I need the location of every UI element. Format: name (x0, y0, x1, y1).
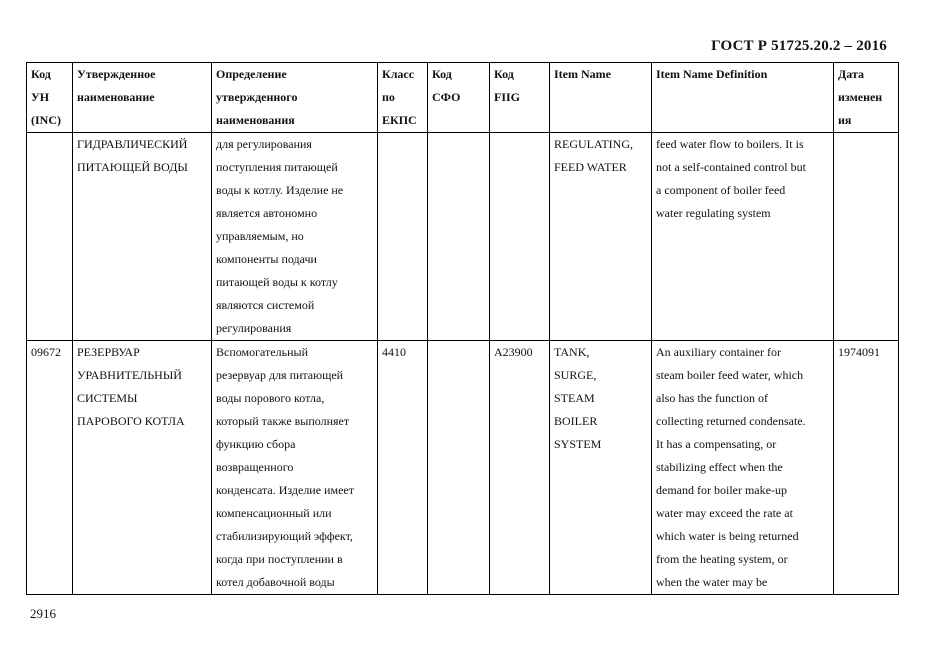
cell-item-name: TANK, SURGE, STEAM BOILER SYSTEM (550, 341, 652, 595)
col-header-approved-name: Утвержденное наименование (73, 63, 212, 133)
catalog-table (26, 62, 899, 595)
table-row (27, 133, 899, 341)
cell-sfo (428, 133, 490, 341)
col-header-definition: Определение утвержденного наименования (212, 63, 378, 133)
page-number: 2916 (30, 606, 56, 621)
col-header-sfo: Код СФО (428, 63, 490, 133)
document-code-header: ГОСТ Р 51725.20.2 – 2016 (711, 38, 887, 54)
cell-fiig (490, 133, 550, 341)
cell-item-name: REGULATING, FEED WATER (550, 133, 652, 341)
cell-approved-name: ГИДРАВЛИЧЕСКИЙ ПИТАЮЩЕЙ ВОДЫ (73, 133, 212, 341)
cell-approved-name: РЕЗЕРВУАР УРАВНИТЕЛЬНЫЙ СИСТЕМЫ ПАРОВОГО КОТЛА (73, 341, 212, 595)
cell-inc (27, 133, 73, 341)
col-header-fiig: Код FIIG (490, 63, 550, 133)
cell-date: 1974091 (834, 341, 899, 595)
table-header-row (27, 63, 899, 133)
cell-sfo (428, 341, 490, 595)
cell-item-definition: feed water flow to boilers. It is not a self-contained control but a component of boiler feed water regulating system (652, 133, 834, 341)
table-row (27, 341, 899, 595)
col-header-date: Дата изменен ия (834, 63, 899, 133)
cell-inc: 09672 (27, 341, 73, 595)
cell-definition: для регулирования поступления питающей воды к котлу. Изделие не является автономно управляемым, но компоненты подачи питающей воды к котлу являются системой регулирования (212, 133, 378, 341)
col-header-class: Класс по ЕКПС (378, 63, 428, 133)
cell-item-definition: An auxiliary container for steam boiler feed water, which also has the function of collecting returned condensate. It has a compensating, or stabilizing effect when the demand for boiler make-up water may exceed the rate at which water is being returned from the heating system, or when the water may be (652, 341, 834, 595)
cell-definition: Вспомогательный резервуар для питающей воды порового котла, который также выполняет функцию сбора возвращенного конденсата. Изделие имеет компенсационный или стабилизирующий эффект, когда при поступлении в котел добавочной воды (212, 341, 378, 595)
cell-class (378, 133, 428, 341)
cell-fiig: A23900 (490, 341, 550, 595)
col-header-item-definition: Item Name Definition (652, 63, 834, 133)
col-header-inc: Код УН (INC) (27, 63, 73, 133)
cell-class: 4410 (378, 341, 428, 595)
cell-date (834, 133, 899, 341)
col-header-item-name: Item Name (550, 63, 652, 133)
